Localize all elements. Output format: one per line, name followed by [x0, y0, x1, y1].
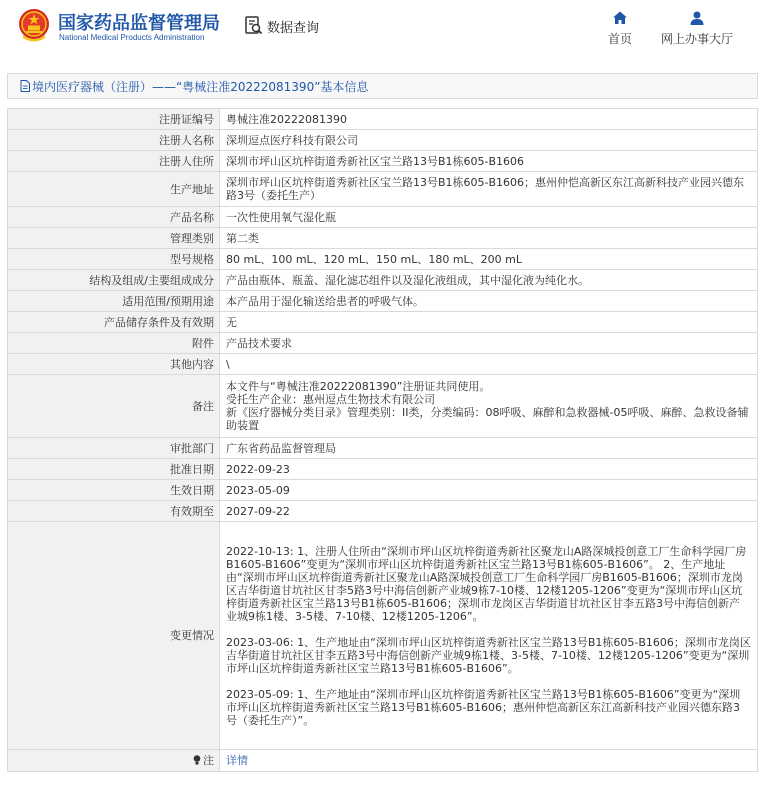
table-row [8, 501, 758, 522]
table-row [8, 459, 758, 480]
table-row [8, 109, 758, 130]
data-query-label: 数据查询 [267, 20, 320, 36]
remarks-line: 受托生产企业：惠州逗点生物技术有限公司 [226, 393, 435, 406]
row-label: 其他内容 [8, 354, 220, 375]
nav-home-label: 首页 [608, 32, 633, 46]
change-entry: 2023-03-06: 1、生产地址由“深圳市坪山区坑梓街道秀新社区宝兰路13号B1栋605-B1606；深圳市龙岗区吉华街道甘坑社区甘李五路3号中海信创新产业城9栋1楼、3-5楼、7-10楼、12楼1205-1206”变更为“深圳市坪山区坑梓街道秀新社区宝兰路13号B1栋605-B1606”。 [226, 635, 751, 675]
nav-online-hall-label: 网上办事大厅 [661, 32, 734, 46]
row-value: 深圳逗点医疗科技有限公司 [220, 130, 758, 151]
table-row [8, 312, 758, 333]
table-row [8, 270, 758, 291]
row-value: \ [220, 354, 758, 375]
row-value: 80 mL、100 mL、120 mL、150 mL、180 mL、200 mL [220, 249, 758, 270]
row-value: 一次性使用氧气湿化瓶 [220, 207, 758, 228]
row-label: 适用范围/预期用途 [8, 291, 220, 312]
breadcrumb-text: 境内医疗器械（注册）——“粤械注准20222081390”基本信息 [32, 79, 369, 94]
details-link[interactable]: 详情 [226, 754, 248, 767]
user-icon [689, 10, 705, 26]
document-icon [20, 80, 30, 92]
changes-value [220, 522, 758, 750]
data-query-button[interactable] [245, 14, 319, 38]
home-icon [612, 10, 628, 26]
row-label: 审批部门 [8, 438, 220, 459]
site-header [0, 0, 759, 56]
row-label: 生效日期 [8, 480, 220, 501]
national-emblem-icon [17, 7, 51, 45]
row-label: 产品储存条件及有效期 [8, 312, 220, 333]
row-value: 本产品用于湿化输送给患者的呼吸气体。 [220, 291, 758, 312]
row-label: 变更情况 [8, 522, 220, 750]
row-label: 备注 [8, 375, 220, 438]
note-label: 注 [203, 754, 214, 767]
row-value: 2022-09-23 [220, 459, 758, 480]
row-label: 生产地址 [8, 172, 220, 207]
table-row-note [8, 750, 758, 772]
table-row [8, 130, 758, 151]
row-value: 广东省药品监督管理局 [220, 438, 758, 459]
table-row-remarks [8, 375, 758, 438]
table-row [8, 228, 758, 249]
nav-home[interactable] [608, 10, 632, 47]
table-row [8, 480, 758, 501]
breadcrumb [7, 73, 758, 99]
table-row [8, 249, 758, 270]
row-value: 无 [220, 312, 758, 333]
change-entry: 2022-10-13: 1、注册人住所由“深圳市坪山区坑梓街道秀新社区聚龙山A路深城投创意工厂生命科学园厂房B1605-B1606”变更为“深圳市坪山区坑梓街道秀新社区宝兰路13号B1栋605-B1606”。 2、生产地址由“深圳市坪山区坑梓街道秀新社区聚龙山A路深城投创意工厂生命科学园厂房B1605-B1606；深圳市龙岗区吉华街道甘坑社区甘李5路3号中海信创新产业城9栋7-10楼、12楼1205-1206”变更为“深圳市坪山区坑梓街道秀新社区宝兰路13号B1栋605-B1606；深圳市龙岗区吉华街道甘坑社区甘李五路3号中海信创新产业城9栋1楼、3-5楼、7-10楼、12楼1205-1206”。 [226, 544, 747, 623]
table-row [8, 151, 758, 172]
row-value: 深圳市坪山区坑梓街道秀新社区宝兰路13号B1栋605-B1606 [220, 151, 758, 172]
row-label: 有效期至 [8, 501, 220, 522]
table-row [8, 207, 758, 228]
change-entry: 2023-05-09: 1、生产地址由“深圳市坪山区坑梓街道秀新社区宝兰路13号B1栋605-B1606”变更为“深圳市坪山区坑梓街道秀新社区宝兰路13号B1栋605-B1606；惠州仲恺高新区东江高新科技产业园兴德东路3号（委托生产）”。 [226, 687, 741, 727]
note-label-cell [8, 750, 220, 772]
detail-table [7, 108, 758, 772]
change-spacer [226, 623, 751, 636]
nav-online-hall[interactable] [661, 10, 733, 47]
data-query-icon [245, 16, 263, 36]
lightbulb-icon [193, 755, 201, 765]
table-row [8, 172, 758, 207]
table-row-changes [8, 522, 758, 750]
row-label: 结构及组成/主要组成成分 [8, 270, 220, 291]
row-value: 2027-09-22 [220, 501, 758, 522]
row-label: 批准日期 [8, 459, 220, 480]
remarks-line: 本文件与“粤械注准20222081390”注册证共同使用。 [226, 380, 491, 393]
table-row [8, 354, 758, 375]
table-row [8, 438, 758, 459]
row-label: 注册人住所 [8, 151, 220, 172]
change-spacer [226, 675, 751, 688]
table-row [8, 333, 758, 354]
table-row [8, 291, 758, 312]
row-label: 管理类别 [8, 228, 220, 249]
row-value: 产品技术要求 [220, 333, 758, 354]
row-label: 型号规格 [8, 249, 220, 270]
remarks-value [220, 375, 758, 438]
site-title: 国家药品监督管理局 [58, 13, 220, 34]
site-subtitle: National Medical Products Administration [59, 33, 205, 42]
row-label: 产品名称 [8, 207, 220, 228]
row-label: 注册证编号 [8, 109, 220, 130]
row-value: 产品由瓶体、瓶盖、湿化滤芯组件以及湿化液组成，其中湿化液为纯化水。 [220, 270, 758, 291]
row-label: 注册人名称 [8, 130, 220, 151]
row-value: 深圳市坪山区坑梓街道秀新社区宝兰路13号B1栋605-B1606；惠州仲恺高新区东江高新科技产业园兴德东路3号（委托生产） [220, 172, 758, 207]
remarks-line: 新《医疗器械分类目录》管理类别：II类，分类编码：08呼吸、麻醉和急救器械-05呼吸、麻醉、急救设备辅助装置 [226, 406, 749, 432]
note-value [220, 750, 758, 772]
row-label: 附件 [8, 333, 220, 354]
row-value: 粤械注准20222081390 [220, 109, 758, 130]
row-value: 2023-05-09 [220, 480, 758, 501]
row-value: 第二类 [220, 228, 758, 249]
